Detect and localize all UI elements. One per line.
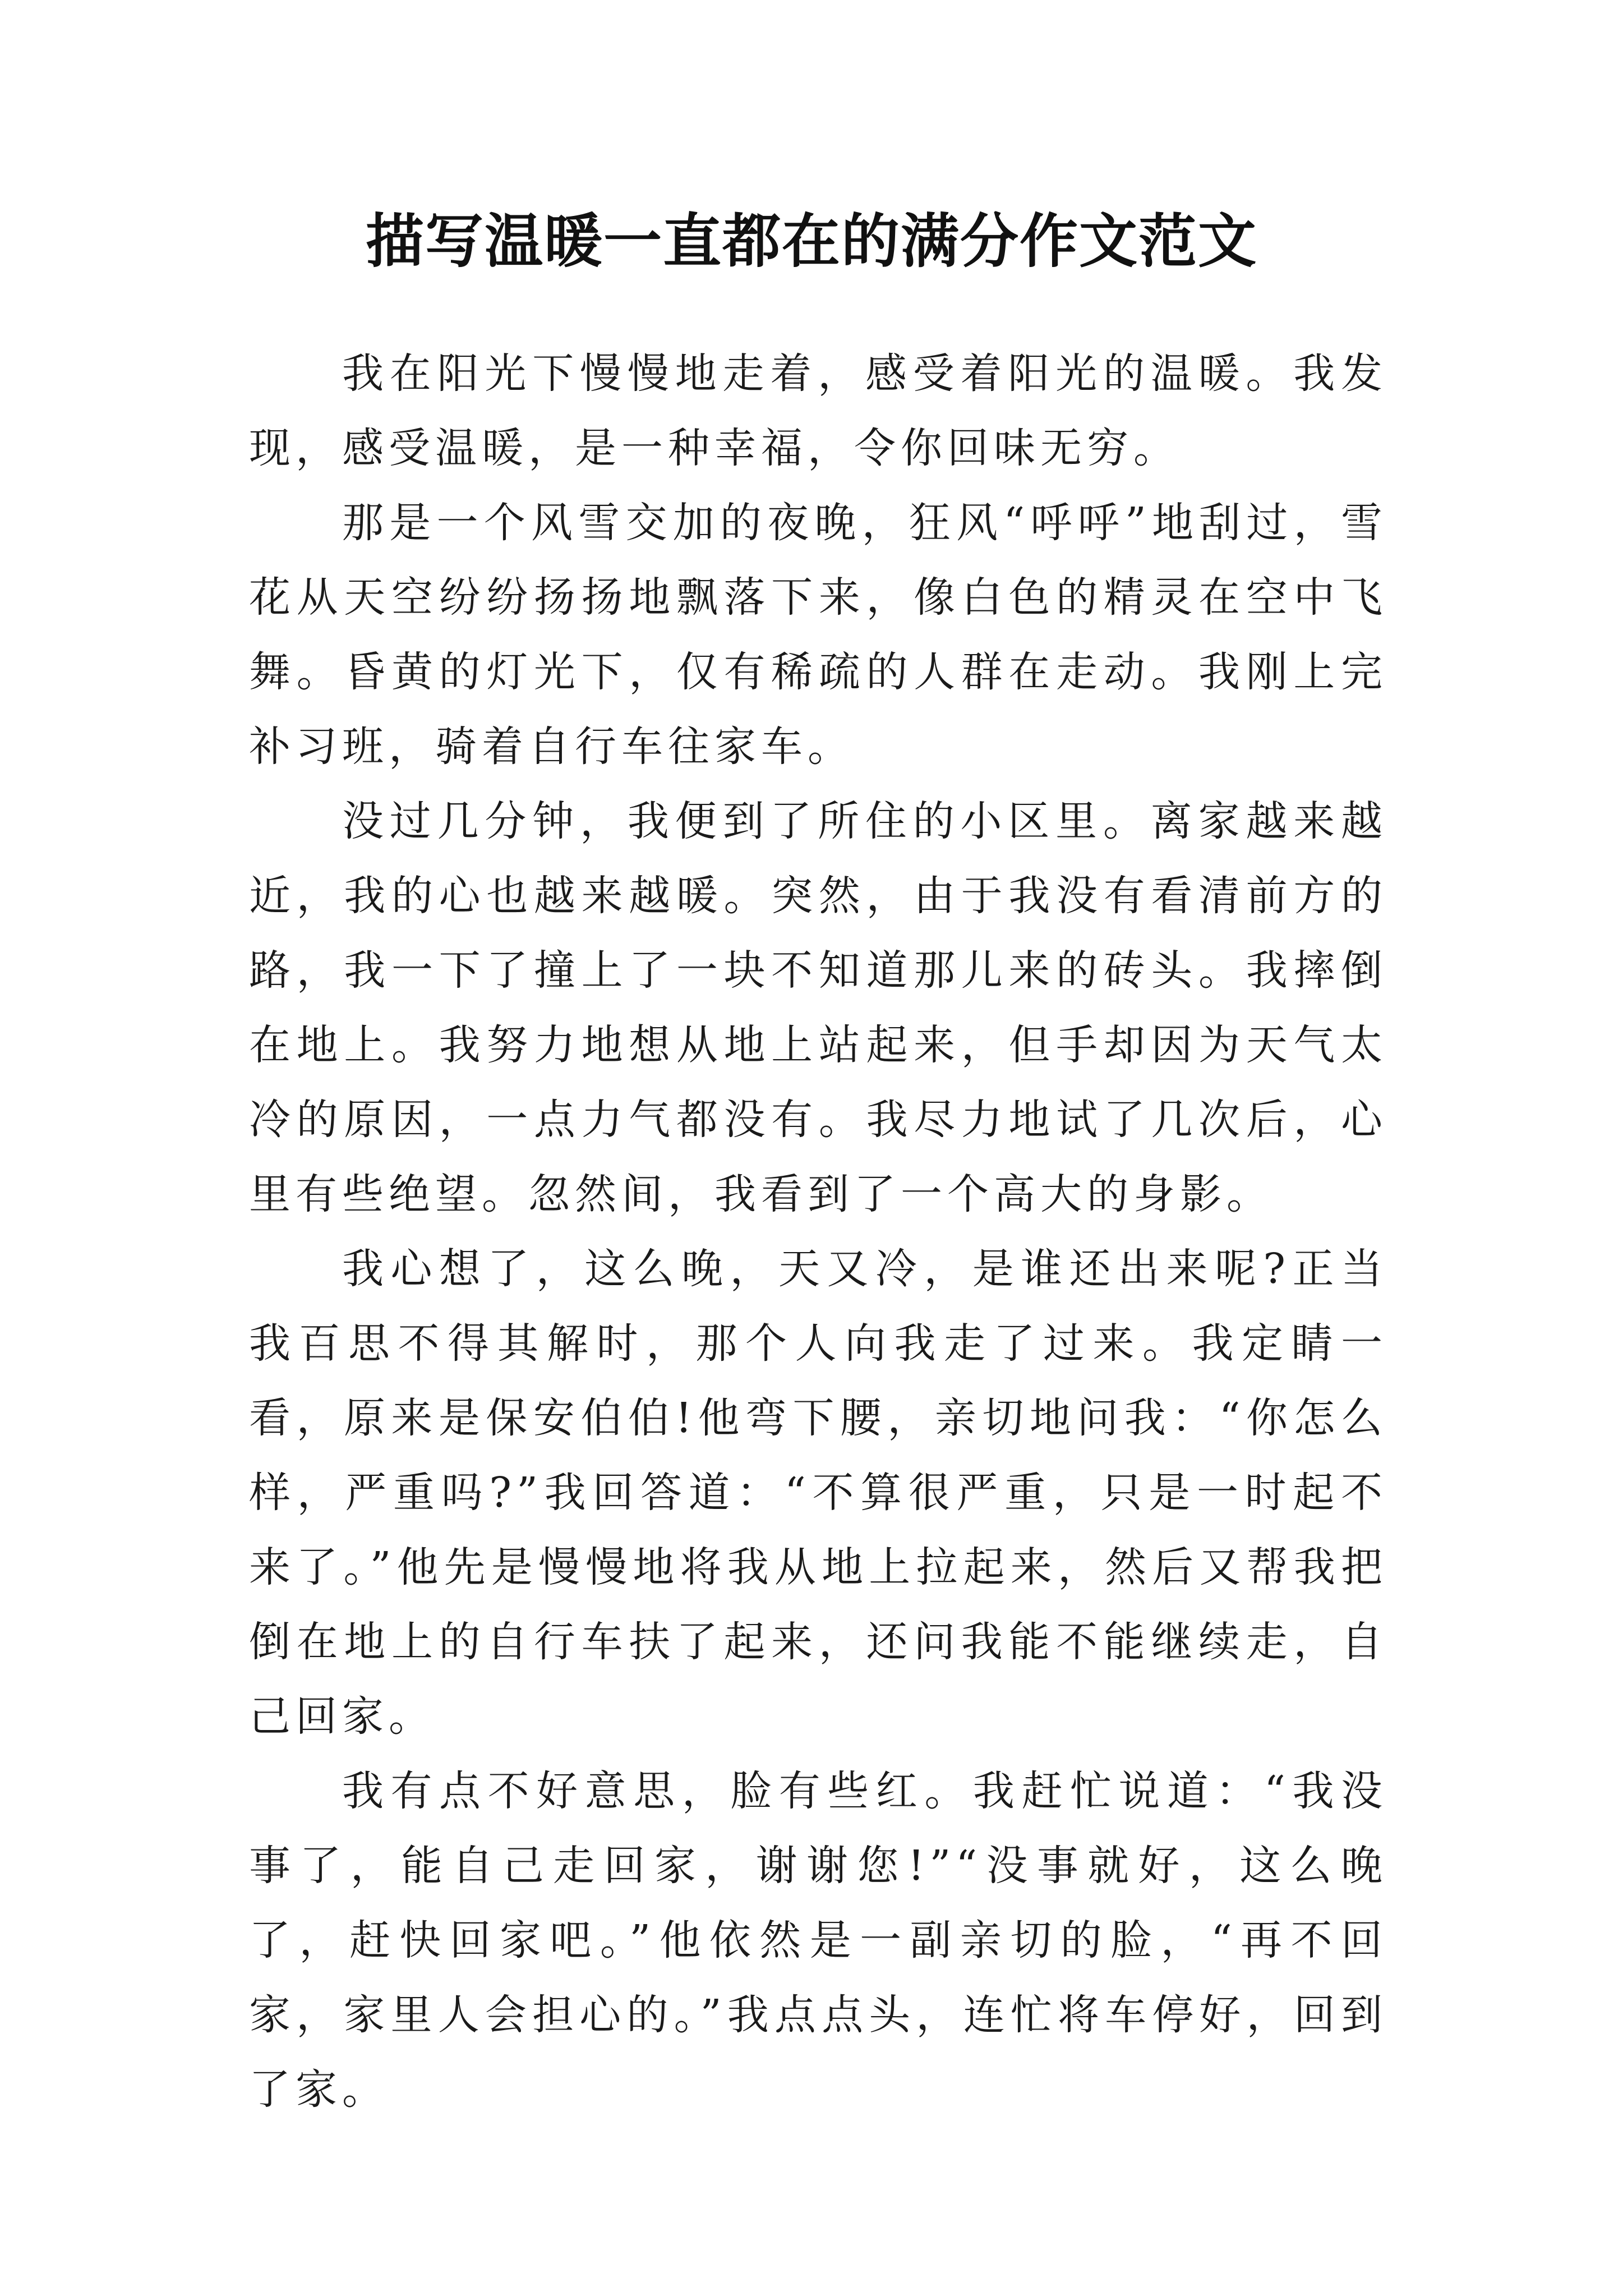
paragraph-1: 我在阳光下慢慢地走着，感受着阳光的温暖。我发现，感受温暖，是一种幸福，令你回味无穷。 [249,349,1387,472]
document-title: 描写温暖一直都在的满分作文范文 [365,206,1257,275]
paragraph-5: 我有点不好意思，脸有些红。我赶忙说道：“我没事了，能自己走回家，谢谢您!”“没事就好，这么晚了，赶快回家吧。”他依然是一副亲切的脸，“再不回家，家里人会担心的。”我点点头，连忙将车停好，回到了家。 [249,1767,1387,2114]
paragraph-2: 那是一个风雪交加的夜晚，狂风“呼呼”地刮过，雪花从天空纷纷扬扬地飘落下来，像白色的精灵在空中飞舞。昏黄的灯光下，仅有稀疏的人群在走动。我刚上完补习班，骑着自行车往家车。 [249,499,1387,771]
paragraph-3: 没过几分钟，我便到了所住的小区里。离家越来越近，我的心也越来越暖。突然，由于我没有看清前方的路，我一下了撞上了一块不知道那儿来的砖头。我摔倒在地上。我努力地想从地上站起来，但手却因为天气太冷的原因，一点力气都没有。我尽力地试了几次后，心里有些绝望。忽然间，我看到了一个高大的身影。 [249,797,1387,1218]
paragraph-4: 我心想了，这么晚，天又冷，是谁还出来呢?正当我百思不得其解时，那个人向我走了过来。我定睛一看，原来是保安伯伯!他弯下腰，亲切地问我：“你怎么样，严重吗?”我回答道：“不算很严重，只是一时起不来了。”他先是慢慢地将我从地上拉起来，然后又帮我把倒在地上的自行车扶了起来，还问我能不能继续走，自己回家。 [249,1245,1387,1741]
document-body [249,337,1387,2127]
